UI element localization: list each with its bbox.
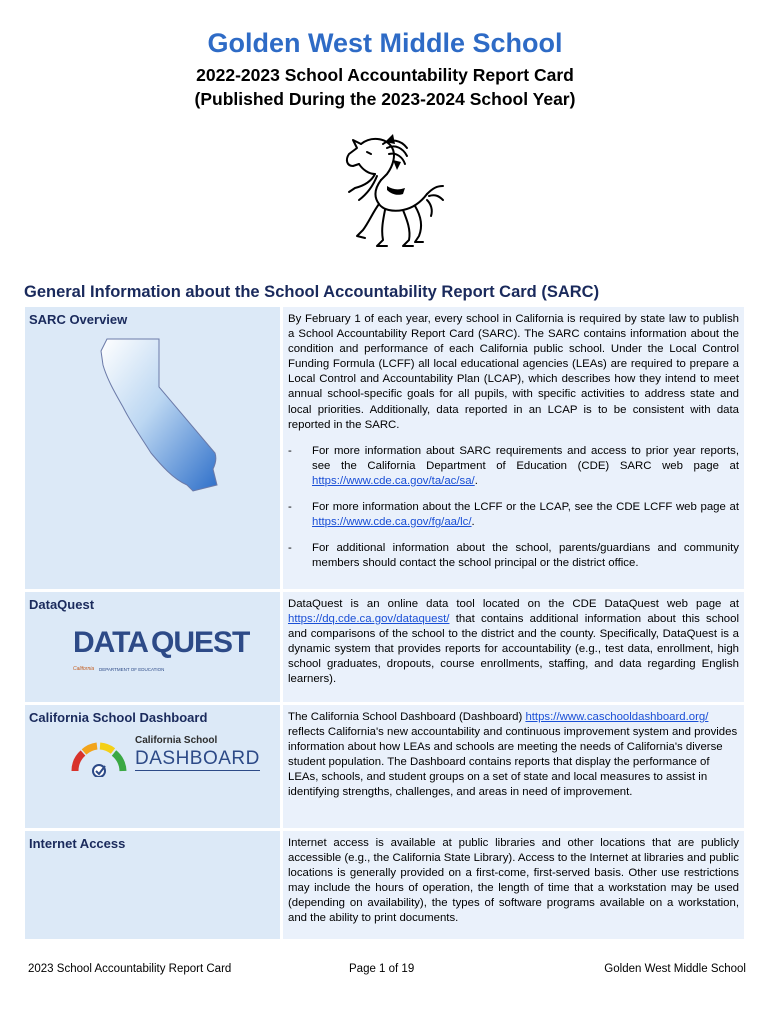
report-title: 2022-2023 School Accountability Report Card: [196, 65, 574, 85]
row-label: SARC Overview: [29, 312, 128, 327]
sarc-overview-label-cell: [25, 307, 280, 589]
table-row: [25, 705, 744, 828]
footer-report-name: 2023 School Accountability Report Card: [28, 963, 232, 975]
sarc-info-table: [22, 304, 747, 942]
dataquest-link[interactable]: https://dq.cde.ca.gov/dataquest/: [288, 613, 450, 626]
dataquest-text: that contains additional information about this school and comparisons of the school to the district and the county. Specifically, DataQuest is a dynamic system that provides reports for accountability (e.g., test data, enrollment, high school graduates, dropouts, course enrollments, staffing, and data regarding English learners).: [288, 613, 739, 686]
list-item: [288, 541, 739, 571]
logo-text: QUEST: [151, 626, 250, 659]
dataquest-label-cell: [25, 592, 280, 702]
table-row: [25, 307, 744, 589]
gauge-icon: [69, 733, 129, 777]
dataquest-text-cell: [283, 592, 744, 702]
dashboard-text: reflects California's new accountability and continuous improvement system and provides information about how LEAs and schools are meeting the needs of California's diverse student population. The Dashboard contains reports that display the performance of LEAs, schools, and student groups on a set of state and local measures to assist in identifying strengths, challenges, and areas in need of improvement.: [288, 726, 738, 799]
logo-text: California: [73, 666, 95, 672]
school-title: Golden West Middle School: [207, 28, 563, 58]
california-map-image: [89, 335, 229, 505]
bullet-text: For more information about the LCFF or the LCAP, see the CDE LCFF web page at: [312, 501, 739, 514]
sarc-overview-text-cell: [283, 307, 744, 589]
table-row: [25, 592, 744, 702]
table-row: [25, 831, 744, 939]
bullet-text: For more information about SARC requirements and access to prior year reports, see the California Department of Education (CDE) SARC web page at: [312, 444, 739, 472]
bullet-dash: -: [288, 542, 292, 555]
logo-text: DATA: [73, 626, 148, 659]
period: .: [471, 516, 475, 529]
dashboard-link[interactable]: https://www.caschooldashboard.org/: [525, 711, 709, 723]
footer-page-number: Page 1 of 19: [349, 963, 415, 975]
sarc-paragraph: By February 1 of each year, every school in California is required by state law to publish a School Accountability Report Card (SARC). The SARC contains information about the condition and performance of each California public school. Under the Local Control Funding Formula (LCFF) all local educational agencies (LEAs) are required to prepare a Local Control and Accountability Plan (LCAP), which describes how they intend to meet annual school-specific goals for all pupils, with specific activities to address state and local priorities. Additionally, data reported in an LCAP is to be consistent with data reported in the SARC.: [288, 313, 739, 431]
bullet-dash: -: [288, 501, 292, 514]
dashboard-logo: [69, 733, 260, 777]
dashboard-label-cell: [25, 705, 280, 828]
logo-text: California School: [135, 735, 218, 746]
internet-paragraph: Internet access is available at public libraries and other locations that are publicly accessible (e.g., the California State Library). Access to the Internet at libraries and public locations is generally provided on a first-come, first-served basis. Other use restrictions may include the hours of operation, the length of time that a workstation may be used (depending on availability), the types of software programs available on a workstation, and the ability to print documents.: [288, 837, 739, 925]
logo-text: DASHBOARD: [135, 748, 260, 769]
dataquest-text: DataQuest is an online data tool located on the CDE DataQuest web page at: [288, 598, 739, 610]
list-item: [288, 444, 739, 489]
sarc-link[interactable]: https://www.cde.ca.gov/ta/ac/sa/: [312, 474, 475, 487]
row-label: California School Dashboard: [29, 710, 208, 725]
row-label: Internet Access: [29, 836, 126, 851]
logo-text: DEPARTMENT OF EDUCATION: [99, 667, 165, 672]
section-heading: General Information about the School Accountability Report Card (SARC): [24, 283, 600, 301]
published-line: (Published During the 2023-2024 School Year): [194, 89, 576, 109]
dashboard-text-cell: [283, 705, 744, 828]
internet-text-cell: [283, 831, 744, 939]
footer-school-name: Golden West Middle School: [604, 963, 746, 975]
dataquest-logo: [73, 626, 250, 682]
lcff-link[interactable]: https://www.cde.ca.gov/fg/aa/lc/: [312, 516, 472, 529]
list-item: [288, 500, 739, 530]
mustang-mascot-image: [323, 130, 451, 258]
bullet-dash: -: [288, 444, 292, 457]
row-label: DataQuest: [29, 597, 95, 612]
dashboard-text: The California School Dashboard (Dashboard): [288, 711, 526, 723]
period: .: [474, 474, 478, 487]
internet-label-cell: [25, 831, 280, 939]
bullet-text: For additional information about the school, parents/guardians and community members should contact the school principal or the district office.: [312, 542, 739, 570]
